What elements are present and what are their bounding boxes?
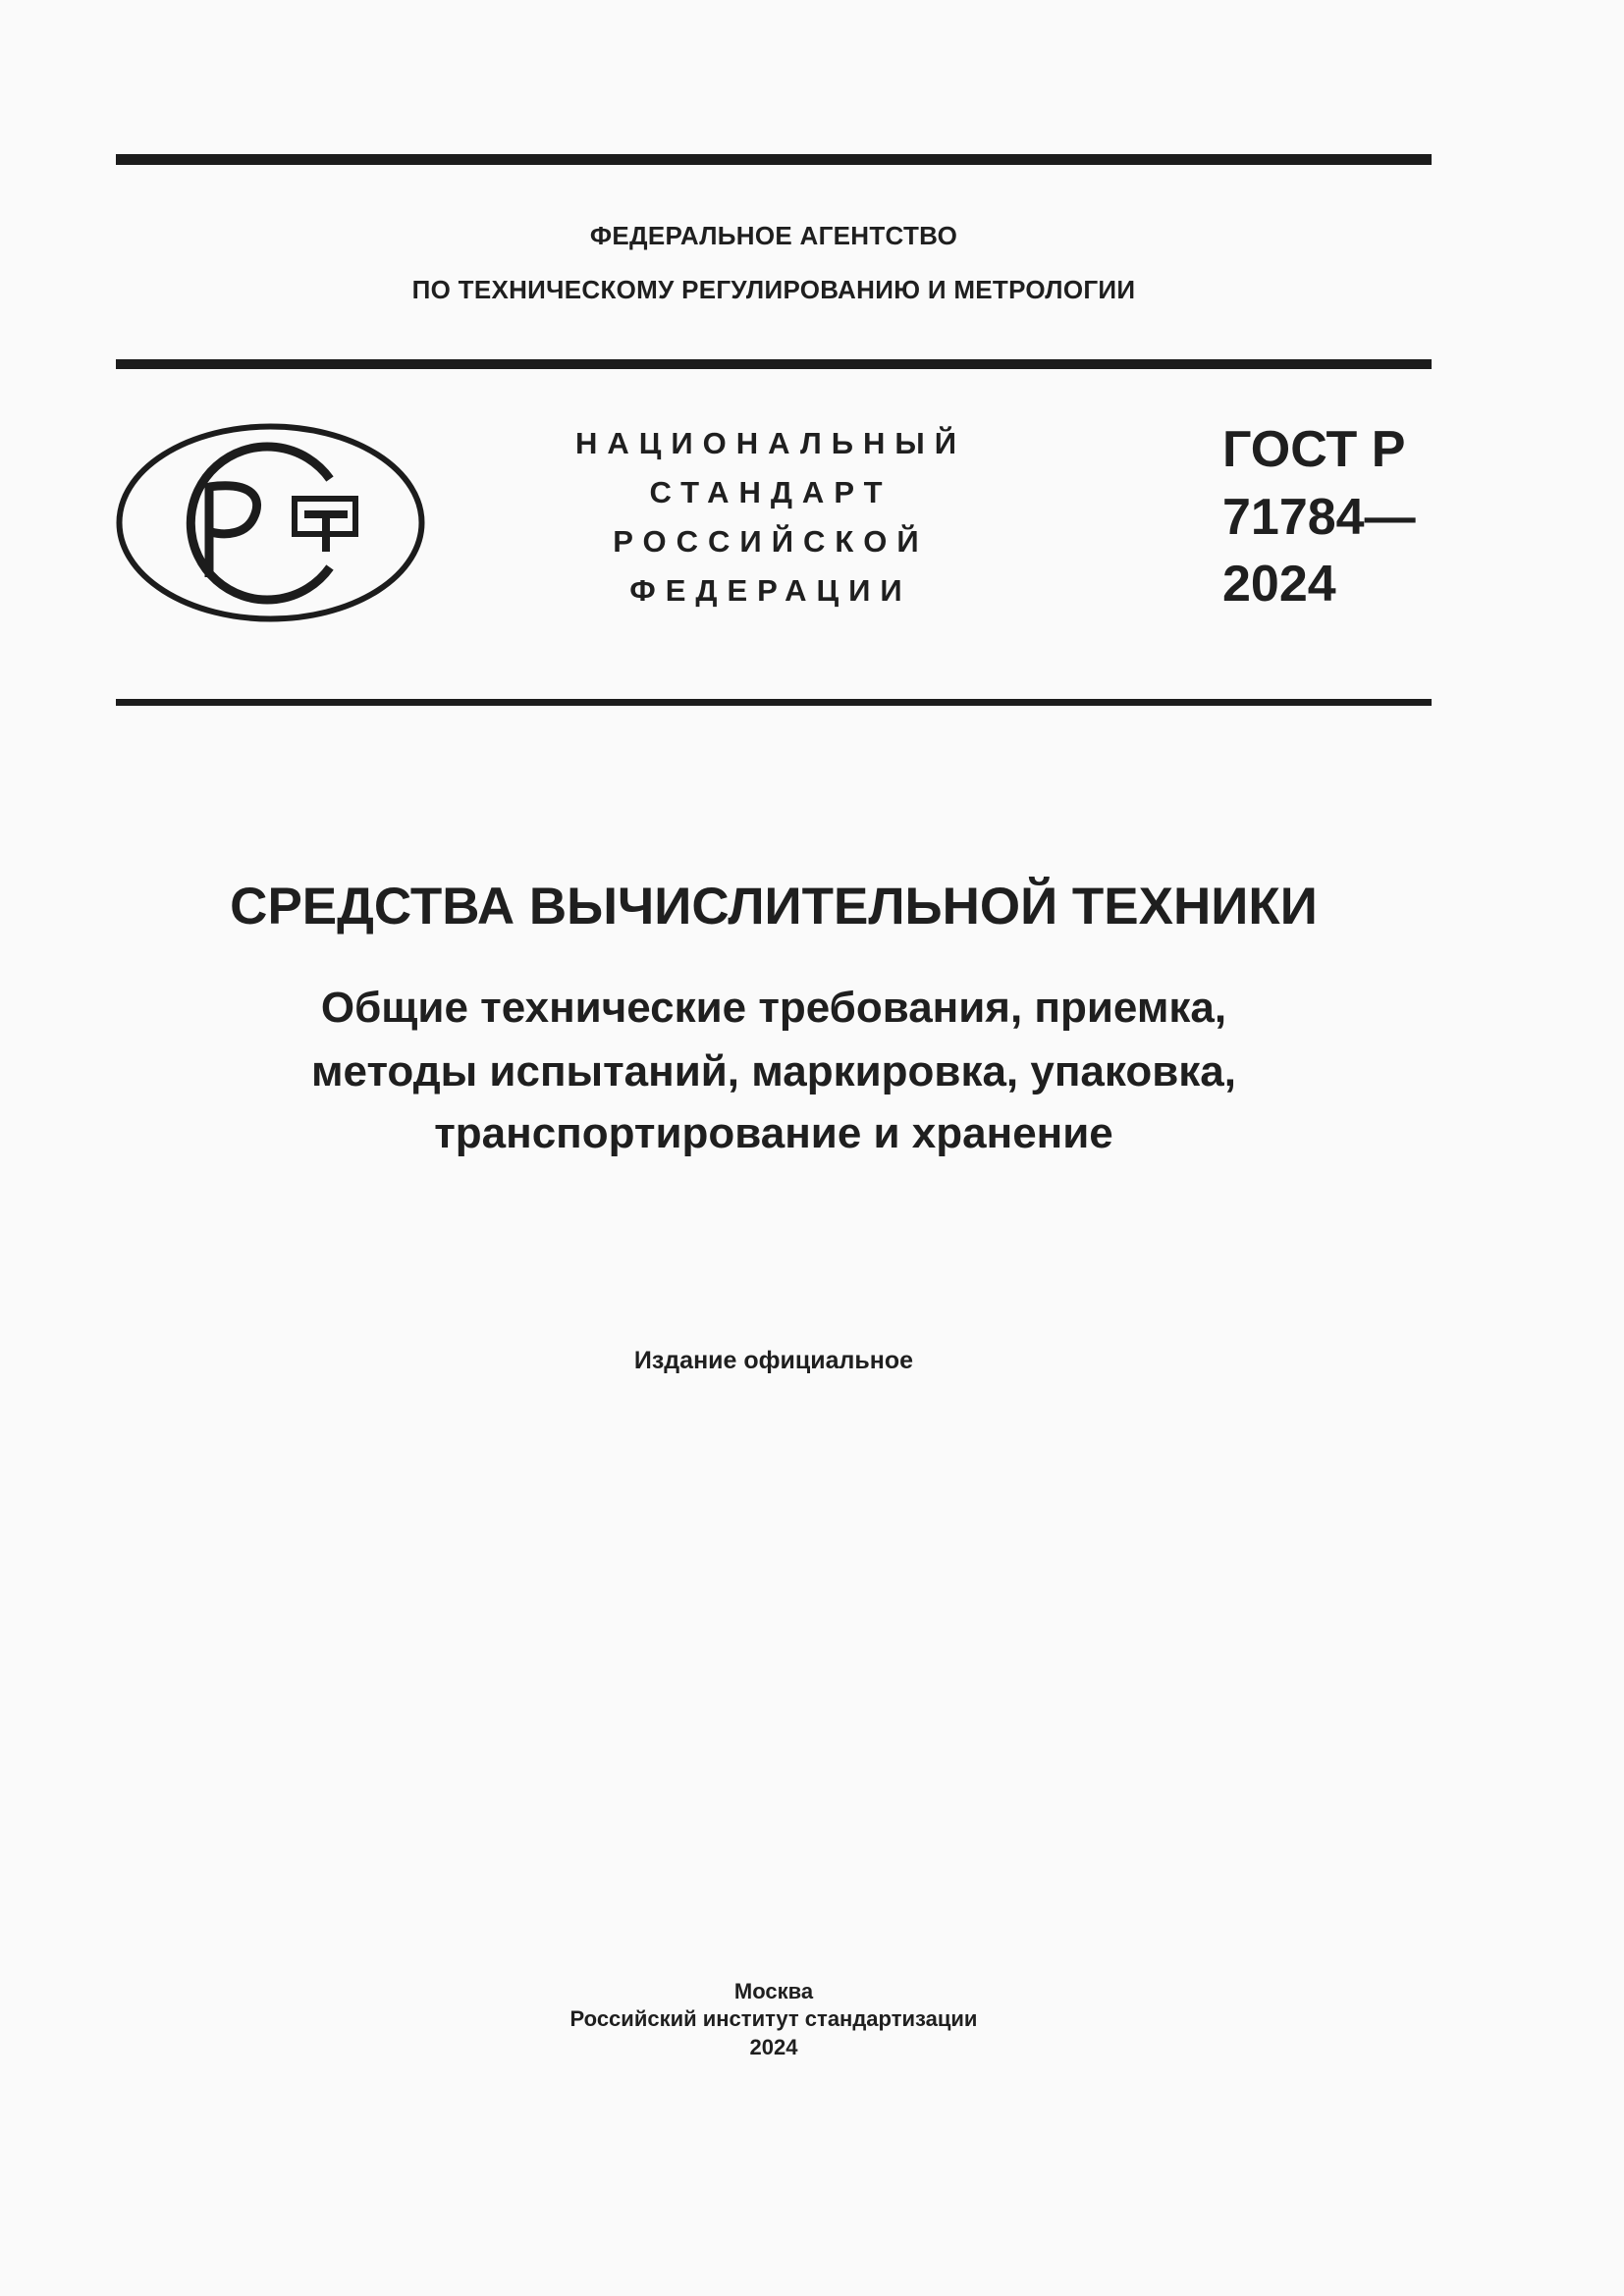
standard-type-line-1: НАЦИОНАЛЬНЫЙ bbox=[574, 426, 967, 460]
header-rule bbox=[116, 359, 1432, 369]
publisher-name: Российский институт стандартизации bbox=[569, 2006, 978, 2031]
standard-type-line-3: РОССИЙСКОЙ bbox=[613, 524, 929, 559]
top-rule bbox=[116, 154, 1432, 165]
standard-type-line-2: СТАНДАРТ bbox=[649, 475, 893, 509]
document-subtitle-line-2: методы испытаний, маркировка, упаковка, bbox=[311, 1047, 1236, 1095]
gost-designation-line-2: 71784— bbox=[1222, 489, 1416, 546]
agency-name-line-1: ФЕДЕРАЛЬНОЕ АГЕНТСТВО bbox=[589, 221, 958, 250]
rst-certification-mark-icon bbox=[116, 422, 425, 623]
gost-designation-line-1: ГОСТ Р bbox=[1222, 421, 1406, 478]
document-subtitle-line-1: Общие технические требования, приемка, bbox=[320, 984, 1227, 1032]
document-subtitle-line-3: транспортирование и хранение bbox=[434, 1109, 1113, 1157]
document-title: СРЕДСТВА ВЫЧИСЛИТЕЛЬНОЙ ТЕХНИКИ bbox=[230, 878, 1318, 935]
publication-year: 2024 bbox=[749, 2035, 798, 2059]
edition-note: Издание официальное bbox=[633, 1347, 914, 1374]
standard-type-line-4: ФЕДЕРАЦИИ bbox=[629, 573, 912, 608]
agency-name-line-2: ПО ТЕХНИЧЕСКОМУ РЕГУЛИРОВАНИЮ И МЕТРОЛОГИИ bbox=[411, 275, 1136, 304]
logo-section-rule bbox=[116, 699, 1432, 706]
gost-designation-line-3: 2024 bbox=[1222, 556, 1336, 613]
publication-city: Москва bbox=[733, 1979, 814, 2003]
